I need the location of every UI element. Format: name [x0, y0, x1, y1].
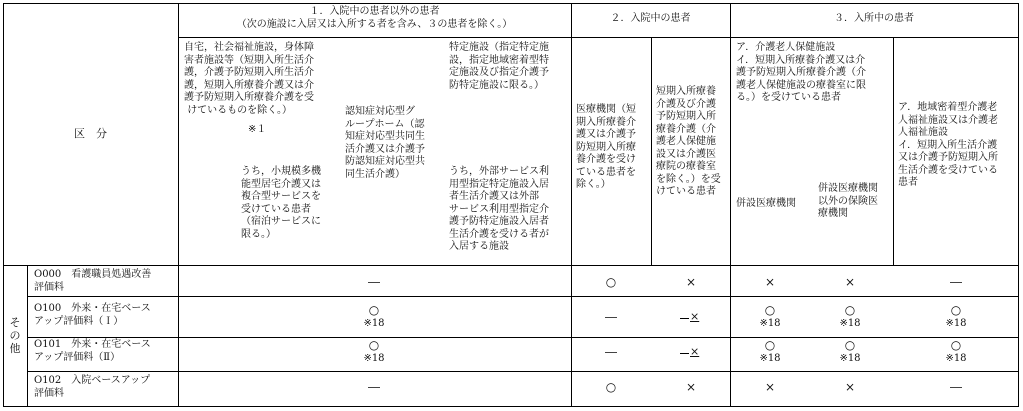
col-header-home-facilities: 自宅，社会福祉施設，身体障 害者施設等（短期入所生活介 護，介護予防短期入所生活介 護，短期入所療養介護又は介 護予防短期入所療養介護を受 けているものを除く。）: [184, 42, 314, 116]
row-o000-attached-value: ×: [764, 275, 776, 289]
row-o100-shortstay-cross: ×: [690, 310, 700, 323]
col-header-health-facility: ア．介護老人保健施設 イ．短期入所療養介護又は介 護予防短期入所療養介護（介 護老人保健施設の療養室に限 る。）を受けている患者: [736, 42, 866, 103]
row-o100-home-value: ○: [368, 303, 380, 317]
row-o101-medical-value: ―: [605, 345, 617, 359]
row-o101-attached-value: ○: [764, 338, 776, 352]
row-o101-other-medical-value: ○: [844, 338, 856, 352]
row-o101-shortstay-dash: [680, 353, 689, 354]
side-label-divider: [27, 265, 28, 406]
row-o101-shortstay-cross: ×: [690, 345, 700, 358]
kubun-label: 区 分: [74, 127, 107, 140]
row-o100-welfare-value: ○: [950, 303, 962, 317]
row-o102-medical-value: ○: [605, 380, 617, 394]
row-label-o100: O100 外来・在宅ベース アップ評価料（Ｉ）: [34, 303, 151, 327]
row-o000-home-value: ―: [368, 275, 380, 289]
row-divider-2: [27, 337, 1019, 338]
col-header-other-insurance-medical: 併設医療機関 以外の保険医 療機関: [818, 183, 878, 219]
row-o100-welfare-note: ※18: [945, 318, 967, 329]
row-o102-welfare-value: ―: [950, 380, 962, 394]
group3-title: ３．入所中の患者: [834, 13, 914, 24]
header-body-divider: [3, 265, 1019, 266]
row-divider-3: [27, 371, 1019, 372]
group3-inner-divider: [893, 37, 894, 266]
row-o101-welfare-note: ※18: [945, 353, 967, 364]
group-divider-2: [730, 3, 731, 407]
row-o100-other-medical-note: ※18: [839, 318, 861, 329]
group-header-divider: [178, 37, 1018, 38]
group1-subtitle: （次の施設に入居又は入所する者を含み、３の患者を除く。）: [236, 19, 513, 30]
row-o101-welfare-value: ○: [950, 338, 962, 352]
row-divider-1: [27, 296, 1019, 297]
row-o000-welfare-value: ―: [950, 275, 962, 289]
table-border-right: [1018, 3, 1019, 407]
row-o101-home-note: ※18: [363, 353, 385, 364]
table-border-top: [3, 3, 1019, 4]
row-o102-shortstay-value: ×: [685, 380, 697, 394]
group1-title: １．入院中の患者以外の患者: [309, 6, 440, 17]
row-label-o000: O000 看護職員処遇改善 評価料: [34, 269, 152, 293]
row-o100-attached-value: ○: [764, 303, 776, 317]
row-o000-medical-value: ○: [605, 275, 617, 289]
group-divider-1: [571, 3, 572, 407]
col-header-medical-institution: 医療機関（短 期入所療養介 護又は介護予 防短期入所療 養介護を受け ている患者を 除く。）: [576, 104, 636, 190]
col-header-home-note: ※１: [248, 124, 267, 135]
col-header-attached-medical: 併設医療機関: [736, 198, 796, 209]
col-header-dementia-group-home: 認知症対応型グ ループホーム（認 知症対応型共同生 活介護又は介護予 防認知症対応型共 同生活介護）: [345, 106, 425, 180]
row-o000-other-medical-value: ×: [844, 275, 856, 289]
table-border-bottom: [3, 406, 1019, 407]
side-label-other: そ の 他: [9, 316, 21, 355]
row-o102-attached-value: ×: [764, 380, 776, 394]
col-header-small-multifunction: うち，小規模多機 能型居宅介護又は 複合型サービスを 受けている患者 （宿泊サービスに 限る。）: [241, 166, 321, 240]
row-o100-shortstay-dash: [680, 318, 689, 319]
row-label-o102: O102 入院ベースアップ 評価料: [34, 375, 151, 399]
row-o102-home-value: ―: [368, 380, 380, 394]
row-o101-attached-note: ※18: [759, 353, 781, 364]
col-header-short-stay: 短期入所療養 介護及び介護 予防短期入所 療養介護（介 護老人保健施 設又は介護医 療院の療養室 を除く。）を受 けている患者: [656, 86, 721, 197]
col-header-external-service: うち，外部サービス利 用型指定特定施設入居 者生活介護又は外部 サービス利用型指定介 護予防特定施設入居者 生活介護を受ける者が 入居する施設: [449, 166, 549, 252]
row-o000-shortstay-value: ×: [685, 275, 697, 289]
row-label-o101: O101 外来・在宅ベース アップ評価料（Ⅱ）: [34, 339, 151, 363]
group2-title: ２．入院中の患者: [610, 13, 691, 24]
row-o100-medical-value: ―: [605, 310, 617, 324]
row-o100-home-note: ※18: [363, 318, 385, 329]
col-header-specified-facility: 特定施設（指定特定施 設，指定地域密着型特 定施設及び指定介護予 防特定施設に限る。）: [449, 42, 549, 91]
col-header-welfare-facility: ア．地域密着型介護老 人福祉施設又は介護老 人福祉施設 イ．短期入所生活介護 又は介護予防短期入所 生活介護を受けている 患者: [898, 102, 998, 188]
row-o100-attached-note: ※18: [759, 318, 781, 329]
row-o100-other-medical-value: ○: [844, 303, 856, 317]
row-o101-home-value: ○: [368, 338, 380, 352]
row-o102-other-medical-value: ×: [844, 380, 856, 394]
row-o101-other-medical-note: ※18: [839, 353, 861, 364]
kubun-divider: [178, 3, 179, 407]
